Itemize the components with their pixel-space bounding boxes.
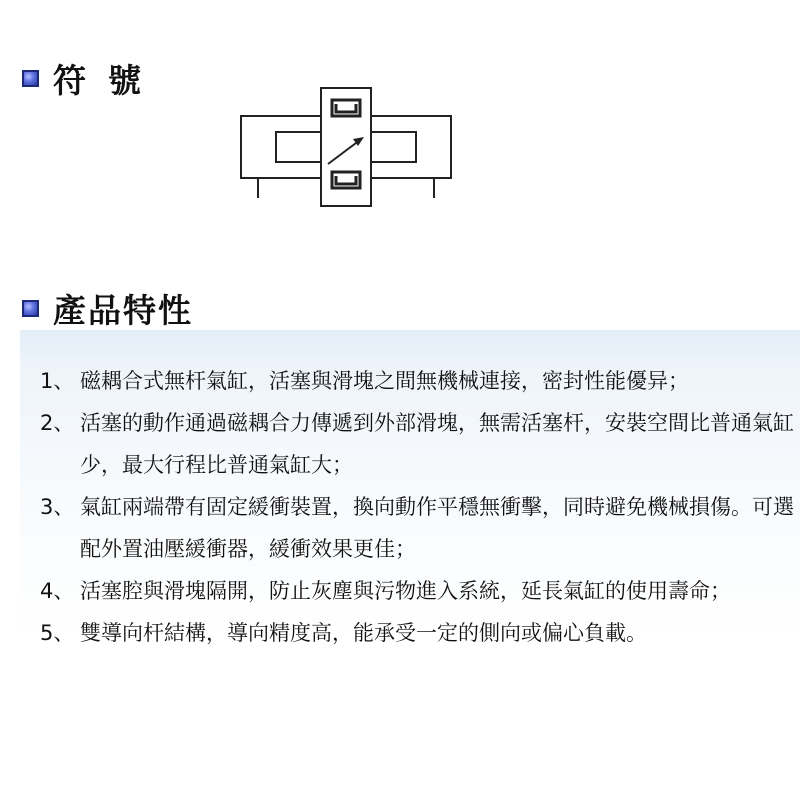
feature-list: [40, 360, 800, 654]
square-bullet-icon: [22, 70, 39, 87]
symbol-section-title: 符號: [53, 61, 163, 100]
list-item: [40, 486, 800, 570]
rodless-cylinder-symbol: [236, 86, 456, 211]
feature-number: 2、: [40, 411, 75, 435]
feature-number: 4、: [40, 579, 75, 603]
features-section-title: 產品特性: [53, 291, 193, 330]
feature-text: 活塞腔與滑塊隔開，防止灰塵與污物進入系統，延長氣缸的使用壽命；: [80, 579, 731, 603]
feature-number: 1、: [40, 369, 75, 393]
list-item: [40, 612, 800, 654]
feature-number: 3、: [40, 495, 75, 519]
list-item: [40, 360, 800, 402]
feature-number: 5、: [40, 621, 75, 645]
features-section-header: [22, 285, 193, 332]
feature-text: 活塞的動作通過磁耦合力傳遞到外部滑塊，無需活塞杆，安裝空間比普通氣缸少，最大行程比普通氣缸大；: [80, 411, 794, 477]
feature-text: 磁耦合式無杆氣缸，活塞與滑塊之間無機械連接，密封性能優异；: [80, 369, 689, 393]
square-bullet-icon: [22, 300, 39, 317]
list-item: [40, 570, 800, 612]
feature-text: 雙導向杆結構，導向精度高，能承受一定的側向或偏心負載。: [80, 621, 647, 645]
symbol-section-header: [22, 55, 163, 102]
feature-text: 氣缸兩端帶有固定緩衝裝置，換向動作平穩無衝擊，同時避免機械損傷。可選配外置油壓緩衝器，緩衝效果更佳；: [80, 495, 794, 561]
list-item: [40, 402, 800, 486]
